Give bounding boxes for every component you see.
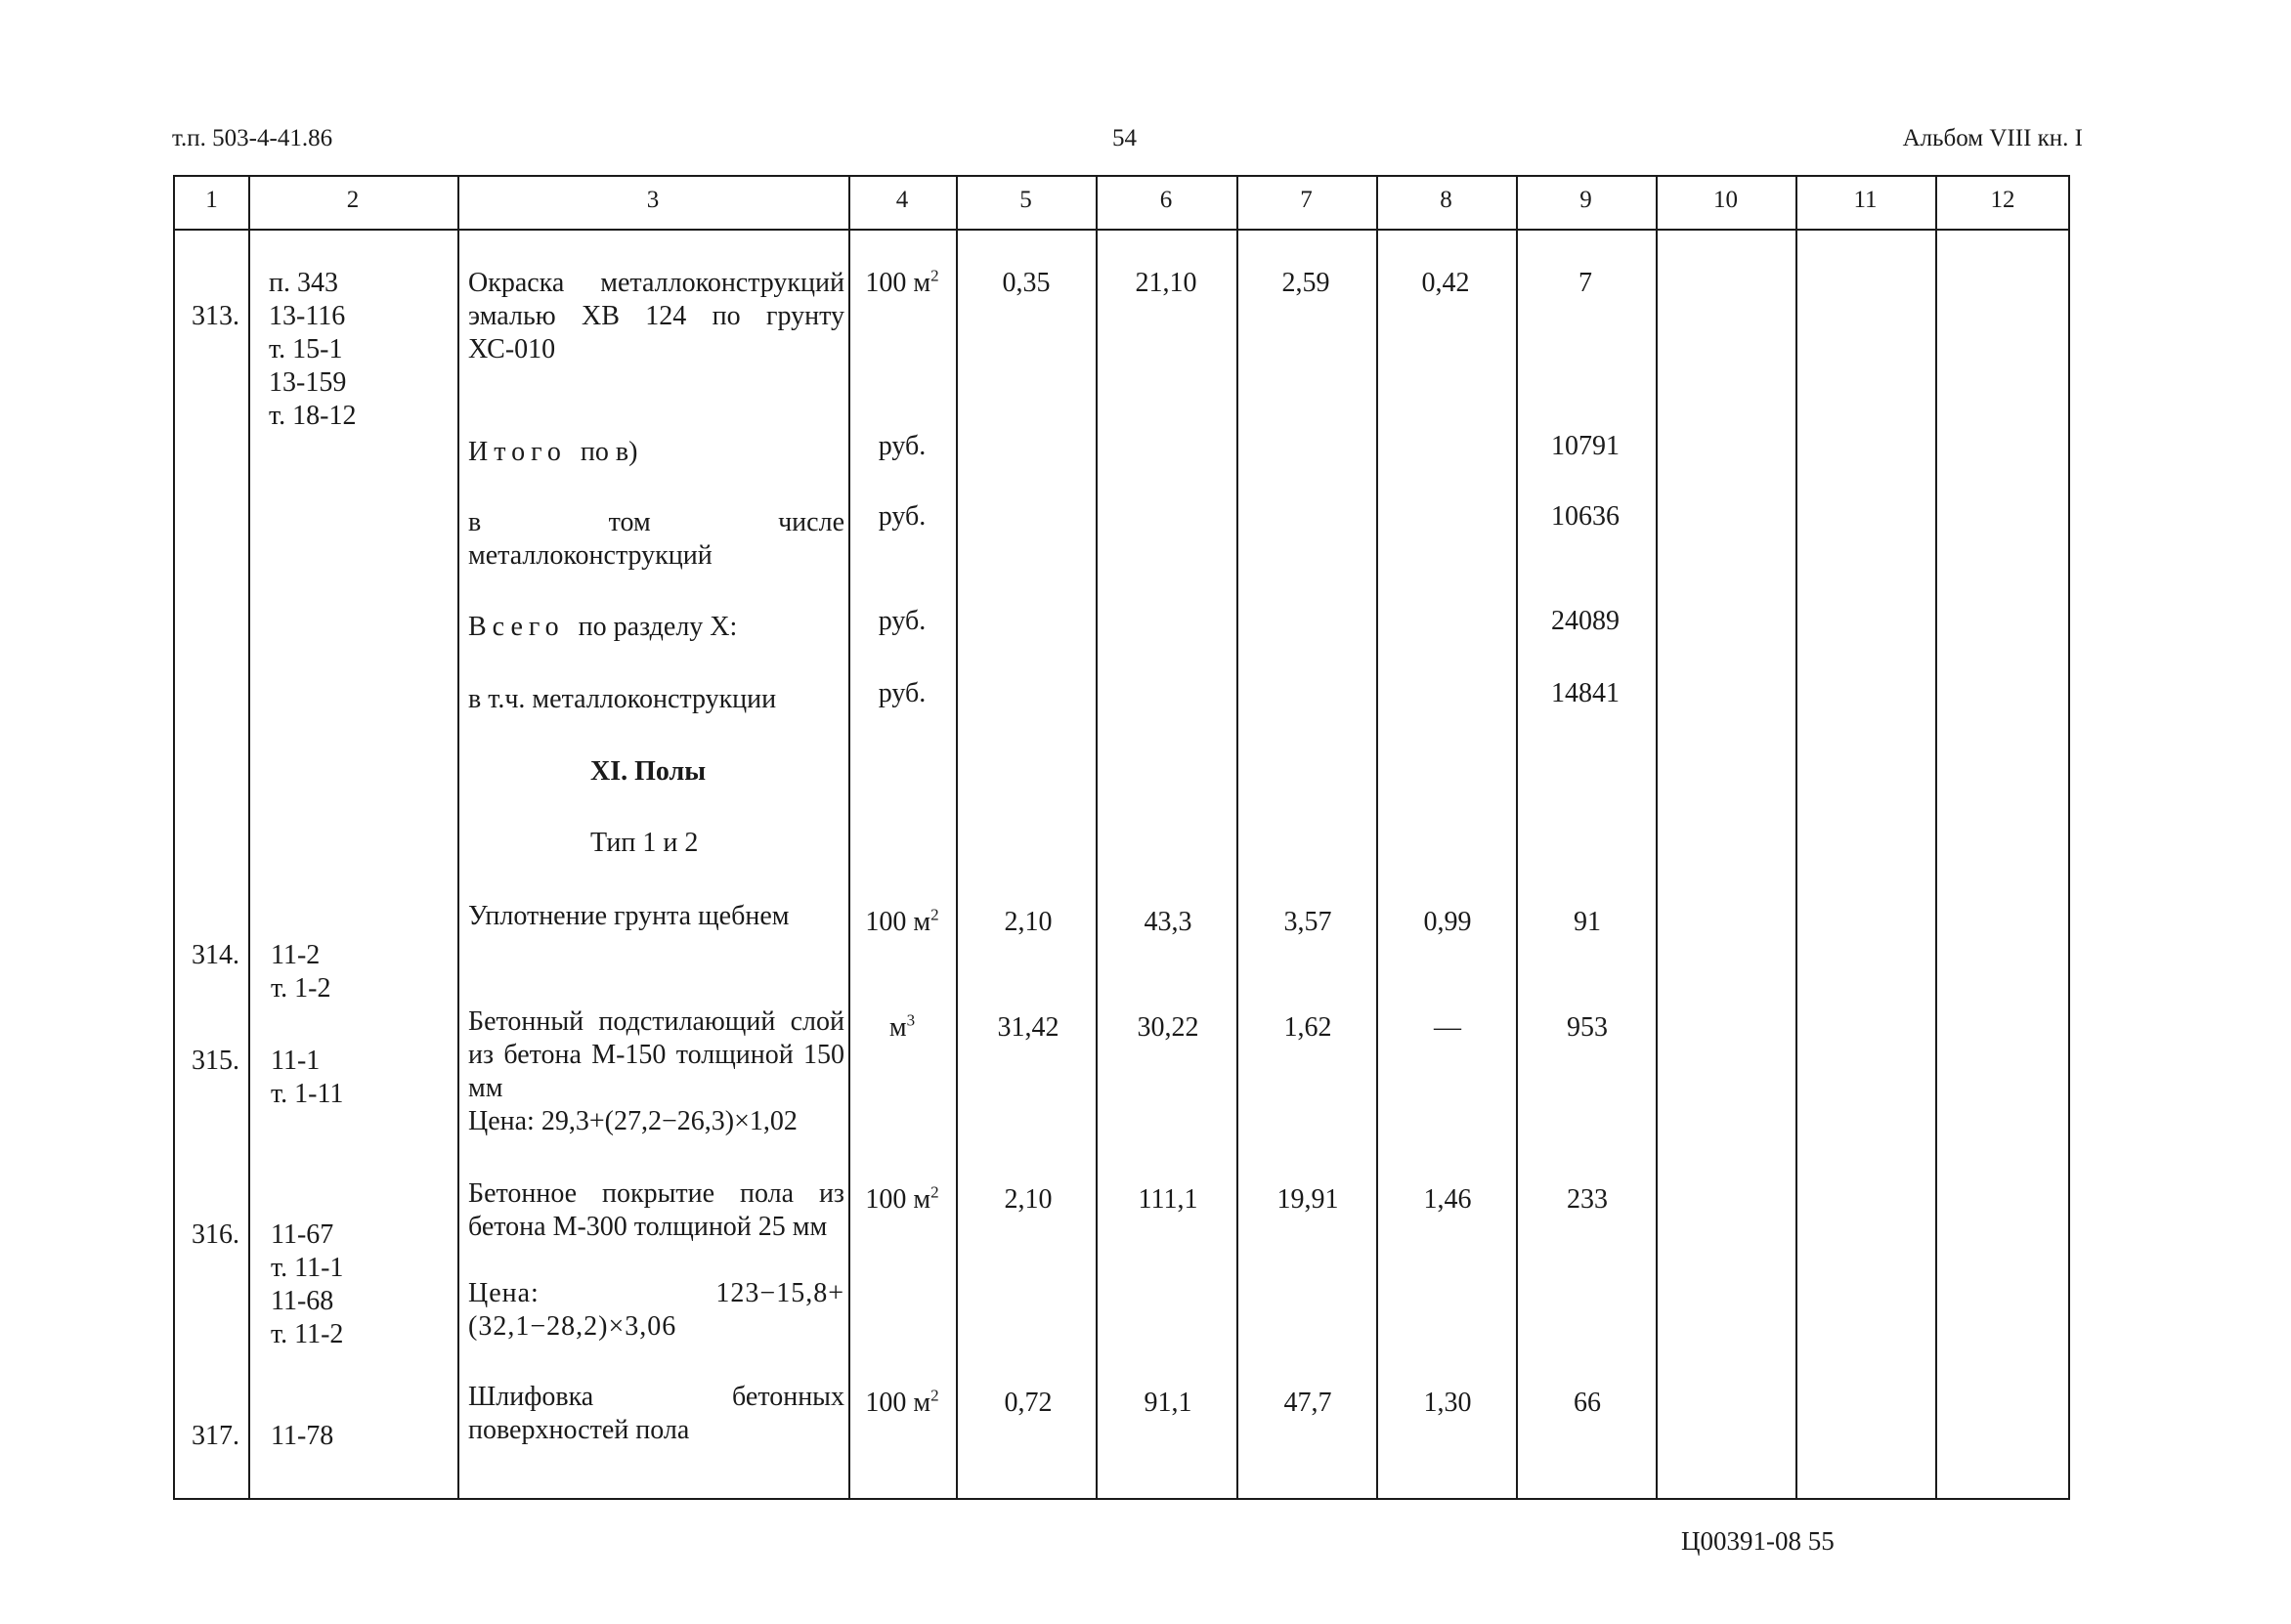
col-header-2: 2 [346,187,360,213]
value-col8: 0,99 [1423,907,1472,937]
norm-ref: 11-2 [271,940,321,970]
unit: руб. [878,606,927,636]
work-description: Шлифовка бетонных поверхностей пола [468,1382,844,1445]
row-number: 315. [192,1046,239,1076]
value-col8: 0,42 [1421,268,1470,298]
value-col9: 24089 [1551,606,1620,636]
col-header-6: 6 [1159,187,1173,213]
col-header-12: 12 [1990,187,2015,213]
col-divider [1096,177,1098,1498]
total-scope: по в) [580,437,638,467]
work-description: Бетонный подстилающий слой из бетона М-150 толщиной 150 мм [468,1006,844,1103]
norm-ref: т. 11-1 [271,1253,344,1283]
col-header-5: 5 [1019,187,1032,213]
unit-exponent: 3 [906,1010,916,1030]
header-divider [175,229,2068,231]
col-header-1: 1 [205,187,218,213]
value-col9: 953 [1567,1012,1608,1043]
unit-base: 100 м [865,907,931,937]
value-col8: 1,46 [1423,1184,1472,1215]
value-col5: 0,35 [1002,268,1051,298]
section-subtitle: Тип 1 и 2 [590,828,699,858]
value-col8: — [1434,1012,1461,1043]
total-label [468,436,637,469]
col-divider [1236,177,1238,1498]
sheet-code: Ц00391-08 55 [1681,1526,1835,1556]
col-divider [1935,177,1937,1498]
col-header-4: 4 [895,187,909,213]
value-col7: 3,57 [1283,907,1332,937]
col-divider [1516,177,1518,1498]
value-col6: 91,1 [1144,1388,1192,1418]
value-col9: 91 [1574,907,1601,937]
value-col5: 2,10 [1004,907,1053,937]
work-description: Бетонное покрытие пола из бетона М-300 толщиной 25 мм [468,1178,844,1242]
unit [850,1387,954,1420]
row-number: 317. [192,1421,239,1451]
value-col9: 66 [1574,1388,1601,1418]
value-col6: 43,3 [1144,907,1192,937]
row-number: 314. [192,940,239,970]
estimate-table [173,175,2070,1500]
work-description: в т.ч. металлоконструкции [468,684,777,714]
value-col9: 14841 [1551,678,1620,708]
value-col9: 7 [1578,268,1592,298]
norm-ref: т. 18-12 [269,401,357,431]
grand-total-word: Всего [468,612,565,642]
norm-ref: 13-116 [269,301,346,331]
col-divider [457,177,459,1498]
value-col7: 2,59 [1281,268,1330,298]
doc-code: т.п. 503-4-41.86 [172,125,333,151]
unit-base: 100 м [865,1184,931,1215]
unit: руб. [878,678,927,708]
value-col6: 30,22 [1137,1012,1199,1043]
work-description: Окраска металлоконструкций эмалью ХВ 124 по грунту ХС-010 [468,268,844,364]
value-col5: 2,10 [1004,1184,1053,1215]
row-number: 313. [192,301,239,331]
work-description: в том числе металлоконструкций [468,507,844,571]
row-number: 316. [192,1219,239,1250]
unit [850,906,954,939]
value-col9: 10791 [1551,431,1620,461]
value-col5: 0,72 [1004,1388,1053,1418]
total-label [468,611,737,644]
col-divider [848,177,850,1498]
value-col7: 19,91 [1276,1184,1339,1215]
norm-ref: п. 343 [269,268,338,298]
price-formula: Цена: 123−15,8+(32,1−28,2)×3,06 [468,1278,844,1342]
value-col5: 31,42 [997,1012,1059,1043]
unit [850,1011,954,1045]
col-header-11: 11 [1853,187,1878,213]
norm-ref: т. 1-11 [271,1079,344,1109]
norm-ref: 11-68 [271,1286,334,1316]
page-number: 54 [1112,125,1137,151]
col-header-3: 3 [646,187,660,213]
value-col7: 1,62 [1283,1012,1332,1043]
section-title: XI. Полы [590,756,707,787]
norm-ref: т. 11-2 [271,1319,344,1349]
col-header-9: 9 [1579,187,1592,213]
unit-exponent: 2 [930,905,939,924]
unit-exponent: 2 [930,266,939,285]
col-header-8: 8 [1440,187,1452,213]
unit-exponent: 2 [930,1182,939,1202]
value-col6: 111,1 [1138,1184,1198,1215]
unit-exponent: 2 [930,1386,939,1405]
value-col8: 1,30 [1423,1388,1472,1418]
value-col9: 10636 [1551,501,1620,532]
value-col7: 47,7 [1283,1388,1332,1418]
value-col9: 233 [1567,1184,1608,1215]
norm-ref: 11-67 [271,1219,334,1250]
work-description: Уплотнение грунта щебнем [468,901,790,931]
value-col6: 21,10 [1135,268,1197,298]
total-scope: по разделу Х: [578,612,738,642]
col-divider [1795,177,1797,1498]
col-divider [1376,177,1378,1498]
norm-ref: 11-78 [271,1421,334,1451]
norm-ref: 11-1 [271,1046,321,1076]
unit: руб. [878,431,927,461]
album-label: Альбом VIII кн. I [1902,125,2083,151]
unit [850,267,954,300]
unit-base: м [888,1012,907,1043]
unit [850,1183,954,1217]
total-word: Итого [468,437,567,467]
col-header-10: 10 [1713,187,1738,213]
col-divider [956,177,958,1498]
norm-ref: т. 1-2 [271,973,331,1004]
col-divider [1656,177,1658,1498]
unit-base: 100 м [865,1388,931,1418]
unit-base: 100 м [865,268,931,298]
norm-ref: т. 15-1 [269,334,343,364]
col-divider [248,177,250,1498]
unit: руб. [878,501,927,532]
col-header-7: 7 [1300,187,1313,213]
norm-ref: 13-159 [269,367,347,398]
price-formula: Цена: 29,3+(27,2−26,3)×1,02 [468,1106,798,1136]
